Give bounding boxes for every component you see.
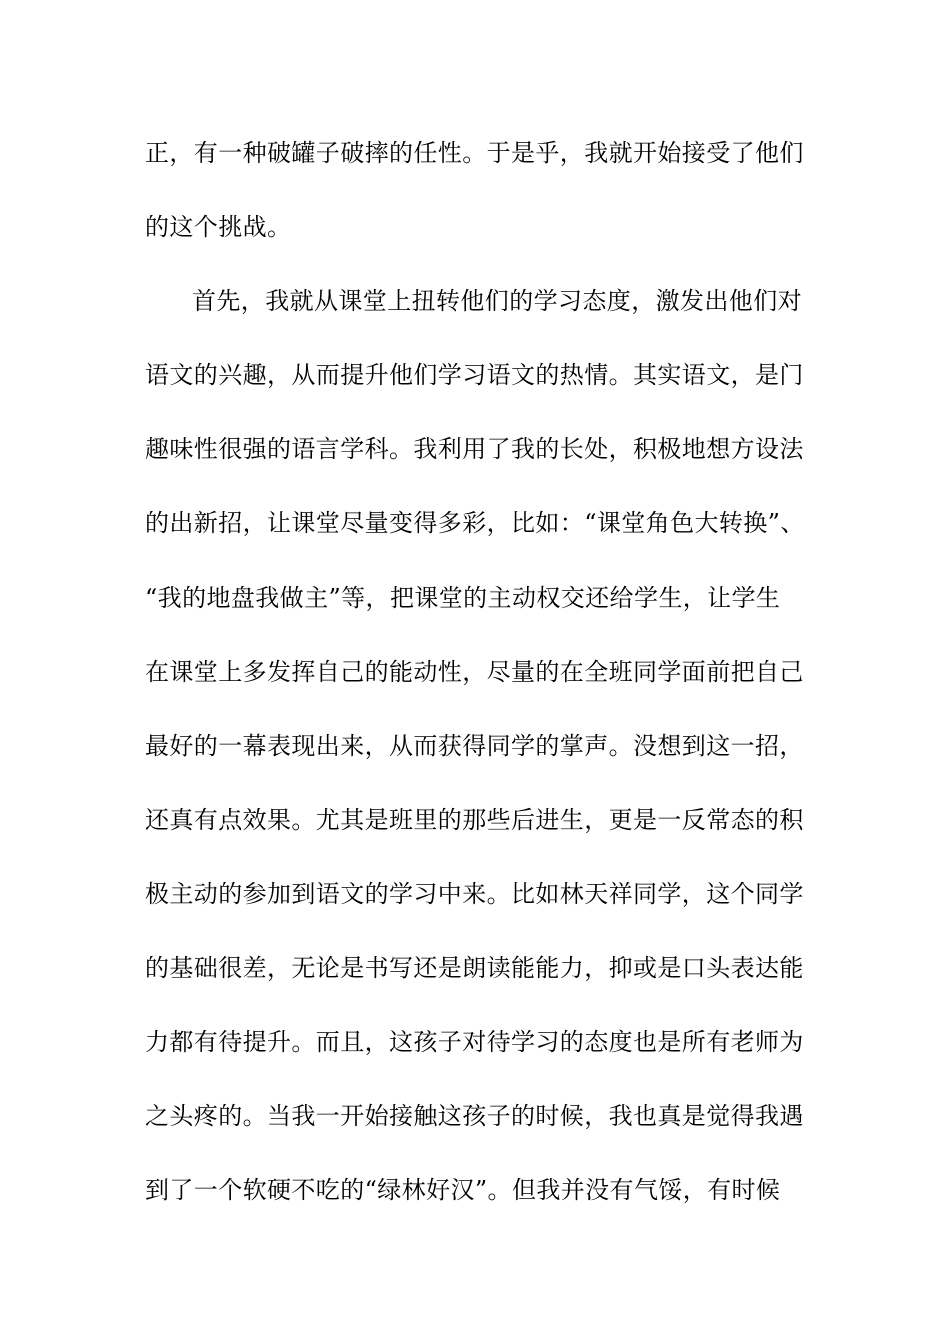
text-line: 在课堂上多发挥自己的能动性，尽量的在全班同学面前把自己 bbox=[145, 657, 804, 686]
text-line: 语文的兴趣，从而提升他们学习语文的热情。其实语文，是门 bbox=[145, 361, 804, 390]
text-line: 的这个挑战。 bbox=[145, 213, 292, 242]
text-line: 最好的一幕表现出来，从而获得同学的掌声。没想到这一招， bbox=[145, 731, 804, 760]
body-text bbox=[145, 127, 825, 1238]
text-line: 还真有点效果。尤其是班里的那些后进生，更是一反常态的积 bbox=[145, 805, 804, 834]
text-line: 极主动的参加到语文的学习中来。比如林天祥同学，这个同学 bbox=[145, 879, 804, 908]
text-line: 之头疼的。当我一开始接触这孩子的时候，我也真是觉得我遇 bbox=[145, 1102, 804, 1131]
text-line: 正，有一种破罐子破摔的任性。于是乎，我就开始接受了他们 bbox=[145, 139, 804, 167]
text-line: 力都有待提升。而且，这孩子对待学习的态度也是所有老师为 bbox=[145, 1028, 804, 1057]
text-line: 的基础很差，无论是书写还是朗读能能力，抑或是口头表达能 bbox=[145, 954, 804, 983]
text-line: “我的地盘我做主”等，把课堂的主动权交还给学生，让学生 bbox=[145, 583, 781, 612]
text-line: 的出新招，让课堂尽量变得多彩，比如：“课堂角色大转换”、 bbox=[145, 509, 805, 538]
text-line: 趣味性很强的语言学科。我利用了我的长处，积极地想方设法 bbox=[145, 435, 804, 464]
text-line: 到了一个软硬不吃的“绿林好汉”。但我并没有气馁，有时候 bbox=[145, 1176, 781, 1205]
paragraph-first-line: 首先，我就从课堂上扭转他们的学习态度，激发出他们对 bbox=[192, 287, 802, 316]
